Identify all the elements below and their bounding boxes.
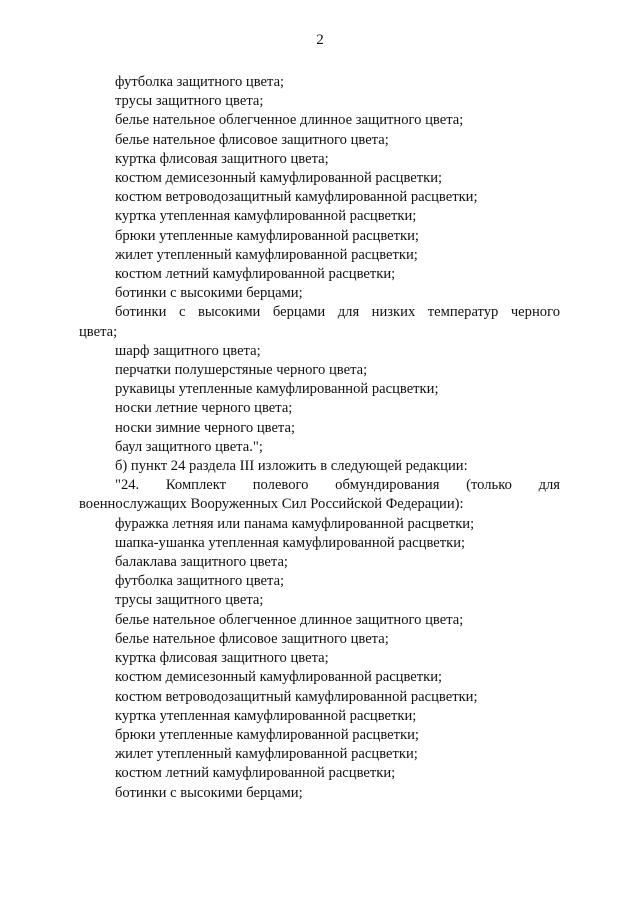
- list-item: куртка утепленная камуфлированной расцветки;: [115, 208, 417, 225]
- list-item: футболка защитного цвета;: [115, 74, 285, 90]
- field-uniform-list: [79, 515, 560, 803]
- list-item: рукавицы утепленные камуфлированной расцветки;: [115, 381, 439, 398]
- list-item: костюм летний камуфлированной расцветки;: [115, 266, 396, 283]
- list-item: жилет утепленный камуфлированной расцветки;: [115, 246, 418, 263]
- paragraph-continuation: военнослужащих Вооруженных Сил Российской Федерации):: [79, 496, 464, 513]
- list-item: белье нательное облегченное длинное защитного цвета;: [115, 112, 464, 129]
- list-item: носки зимние черного цвета;: [115, 419, 296, 436]
- list-item: куртка утепленная камуфлированной расцветки;: [115, 707, 417, 724]
- list-item: костюм демисезонный камуфлированной расцветки;: [115, 170, 443, 187]
- paragraph-first-line: ботинки с высокими берцами для низких температур черного: [115, 304, 560, 321]
- list-item: шарф защитного цвета;: [115, 342, 261, 359]
- list-item: костюм демисезонный камуфлированной расцветки;: [115, 669, 443, 686]
- list-item: футболка защитного цвета;: [115, 573, 285, 590]
- list-item: брюки утепленные камуфлированной расцветки;: [115, 726, 419, 743]
- list-item: перчатки полушерстяные черного цвета;: [115, 362, 368, 379]
- document-body: [79, 73, 560, 803]
- clothing-list-accessories: [79, 342, 560, 476]
- paragraph-item-24-heading: [79, 476, 560, 514]
- list-item: трусы защитного цвета;: [115, 592, 264, 609]
- list-item: трусы защитного цвета;: [115, 93, 264, 110]
- list-item: шапка-ушанка утепленная камуфлированной расцветки;: [115, 534, 466, 551]
- paragraph-first-line: "24. Комплект полевого обмундирования (только для: [115, 477, 560, 494]
- list-item: куртка флисовая защитного цвета;: [115, 650, 329, 667]
- list-item: костюм ветроводозащитный камуфлированной расцветки;: [115, 688, 478, 705]
- list-item: балаклава защитного цвета;: [115, 554, 288, 571]
- list-item: баул защитного цвета.";: [115, 438, 263, 455]
- list-item: костюм летний камуфлированной расцветки;: [115, 765, 396, 782]
- page-number: 2: [316, 32, 324, 48]
- list-item: б) пункт 24 раздела III изложить в следующей редакции:: [115, 458, 468, 475]
- clothing-list-continued: [79, 73, 560, 303]
- paragraph-continuation: цвета;: [79, 323, 118, 340]
- list-item: белье нательное облегченное длинное защитного цвета;: [115, 611, 464, 628]
- list-item: ботинки с высокими берцами;: [115, 784, 303, 801]
- list-item: куртка флисовая защитного цвета;: [115, 150, 329, 167]
- list-item: ботинки с высокими берцами;: [115, 285, 303, 302]
- list-item: жилет утепленный камуфлированной расцветки;: [115, 746, 418, 763]
- list-item: брюки утепленные камуфлированной расцветки;: [115, 227, 419, 244]
- list-item: носки летние черного цвета;: [115, 400, 293, 417]
- list-item: белье нательное флисовое защитного цвета;: [115, 131, 389, 148]
- list-item: фуражка летняя или панама камуфлированной расцветки;: [115, 515, 475, 532]
- list-item: белье нательное флисовое защитного цвета;: [115, 630, 389, 647]
- list-item: костюм ветроводозащитный камуфлированной расцветки;: [115, 189, 478, 206]
- paragraph-boots-low-temp: [79, 303, 560, 341]
